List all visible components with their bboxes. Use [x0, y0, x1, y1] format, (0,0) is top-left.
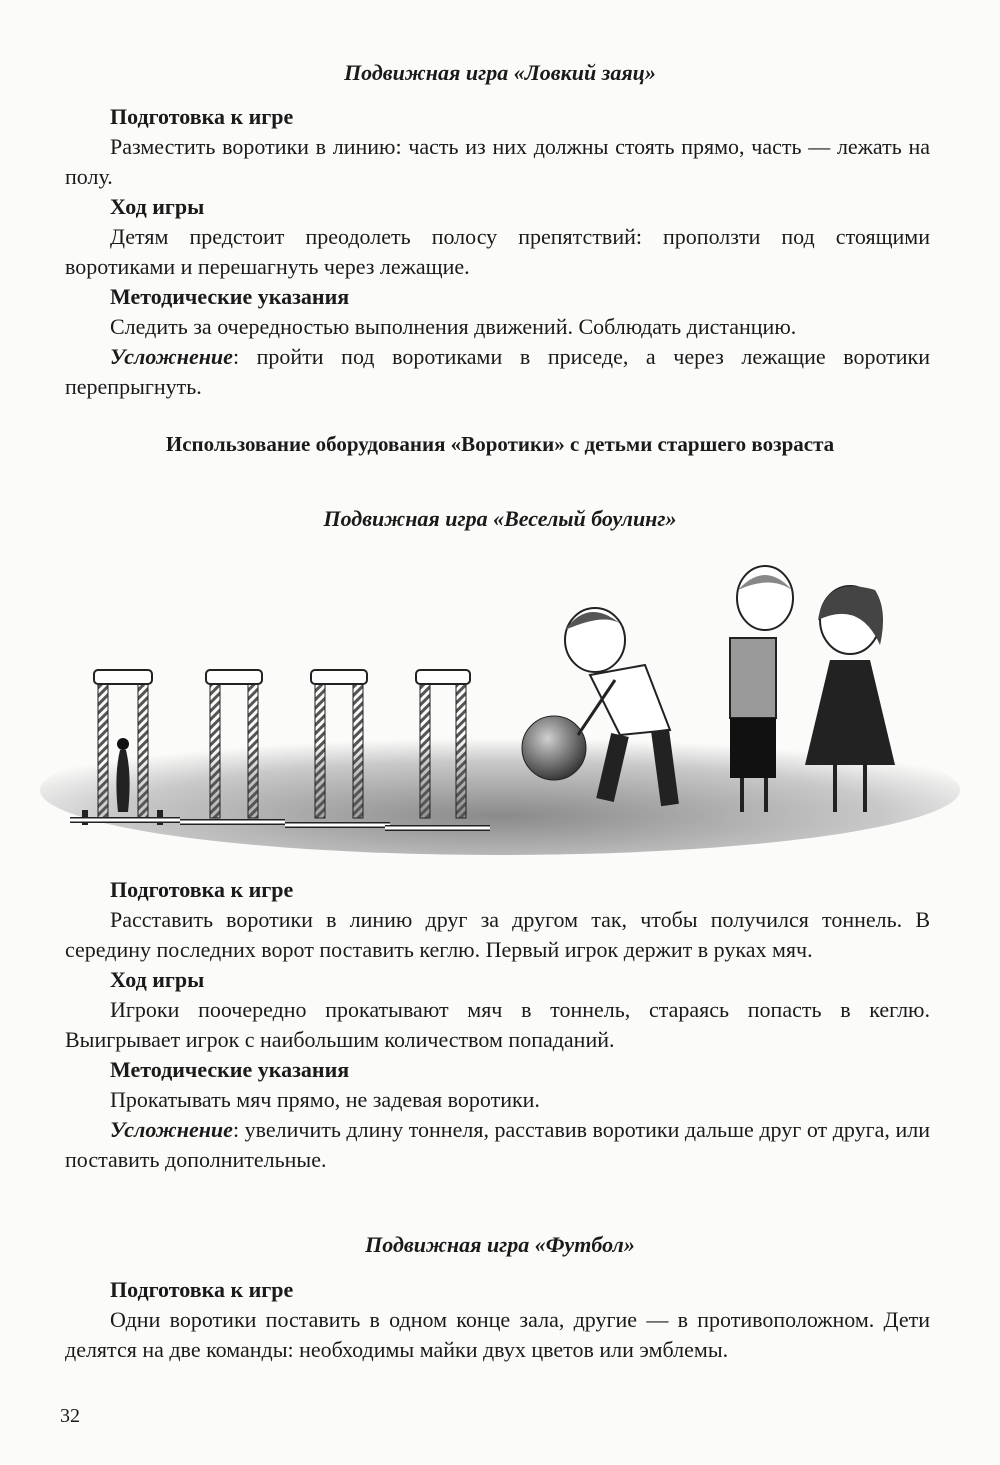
- section-title: Использование оборудования «Воротики» с детьми старшего возраста: [165, 432, 835, 456]
- game2-prep-text: Расставить воротики в линию друг за другом так, чтобы получился тоннель. В середину последних ворот поставить кеглю. Первый игрок держит в руках мяч.: [65, 907, 930, 962]
- game1-prep-heading: Подготовка к игре: [110, 104, 294, 129]
- game3-prep-text: Одни воротики поставить в одном конце зала, другие — в противоположном. Дети делятся на две команды: необходимы майки двух цветов или эмблемы.: [65, 1307, 930, 1362]
- bowling-pin: [116, 738, 129, 812]
- game3-title: Подвижная игра «Футбол»: [365, 1232, 635, 1257]
- game2-complication: [65, 1115, 930, 1175]
- game1-method-heading: Методические указания: [110, 284, 350, 309]
- game2-method-text: Прокатывать мяч прямо, не задевая воротики.: [110, 1087, 540, 1112]
- game2-complication-text: : увеличить длину тоннеля, расставив воротики дальше друг от друга, или поставить дополнительные.: [65, 1117, 930, 1172]
- game1-body: [65, 102, 930, 402]
- game1-course-text: Детям предстоит преодолеть полосу препятствий: проползти под стоящими воротиками и перешагнуть через лежащие.: [65, 224, 930, 279]
- game2-course-heading: Ход игры: [110, 967, 205, 992]
- game1-prep-text: Разместить воротики в линию: часть из них должны стоять прямо, часть — лежать на полу.: [65, 134, 930, 189]
- game2-title: Подвижная игра «Веселый боулинг»: [323, 506, 677, 531]
- game1-complication: [65, 342, 930, 402]
- page-number: 32: [60, 1405, 80, 1427]
- game2-body: [65, 875, 930, 1175]
- game3-prep-heading: Подготовка к игре: [110, 1277, 294, 1302]
- game3-body: [65, 1275, 930, 1365]
- ball: [522, 716, 586, 780]
- game2-method-heading: Методические указания: [110, 1057, 350, 1082]
- game2-prep-heading: Подготовка к игре: [110, 877, 294, 902]
- game1-method-text: Следить за очередностью выполнения движений. Соблюдать дистанцию.: [110, 314, 797, 339]
- game2-complication-label: Усложнение: [110, 1117, 233, 1142]
- game1-course-heading: Ход игры: [110, 194, 205, 219]
- bowling-illustration: [30, 550, 970, 860]
- game1-title: Подвижная игра «Ловкий заяц»: [344, 60, 656, 85]
- game2-course-text: Игроки поочередно прокатывают мяч в тоннель, стараясь попасть в кеглю. Выигрывает игрок с наибольшим количеством попаданий.: [65, 997, 930, 1052]
- game1-complication-text: : пройти под воротиками в приседе, а через лежащие воротики перепрыгнуть.: [65, 344, 930, 399]
- game1-complication-label: Усложнение: [110, 344, 233, 369]
